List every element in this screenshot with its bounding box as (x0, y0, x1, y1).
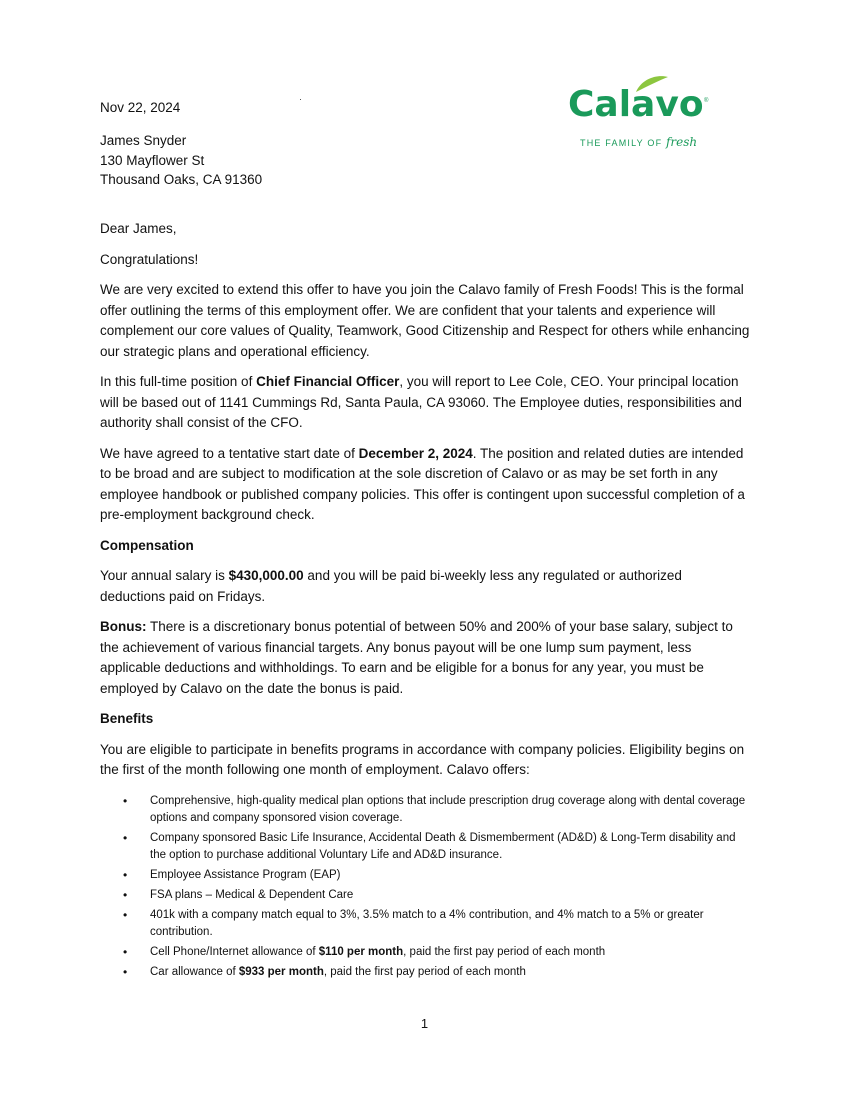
benefits-list (100, 793, 750, 981)
congratulations: Congratulations! (100, 251, 199, 267)
stray-dot (300, 99, 301, 100)
benefit-401k: • 401k with a company match equal to 3%, 3.5% match to a 4% contribution, and 4% match to a 5% or greater contribution. (150, 907, 750, 941)
benefit-medical: • Comprehensive, high-quality medical plan options that include prescription drug coverage along with dental coverage options and company sponsored vision coverage. (150, 793, 750, 827)
page-number: 1 (420, 1016, 429, 1031)
position-paragraph: In this full-time position of Chief Financial Officer, you will report to Lee Cole, CEO. Your principal location will be based out of 1141 Cummings Rd, Santa Paula, CA 93060. The Employee duties, responsibilities and authority shall consist of the CFO. (100, 374, 742, 430)
logo-tagline: THE FAMILY OF fresh (580, 135, 698, 149)
start-date-paragraph: We have agreed to a tentative start date of December 2, 2024. The position and related duties are intended to be broad and are subject to modification at the sole discretion of Calavo or as may be set forth in any employee handbook or published company policies. This offer is contingent upon successful completion of a pre-employment background check. (100, 445, 745, 522)
benefit-phone-allowance: • Cell Phone/Internet allowance of $110 per month, paid the first pay period of each month (150, 944, 750, 961)
logo-registered-mark: ® (704, 98, 709, 104)
benefit-fsa: • FSA plans – Medical & Dependent Care (150, 887, 750, 904)
letter-body (100, 219, 750, 984)
recipient-address (100, 131, 262, 190)
calavo-logo (566, 74, 716, 152)
benefit-life-insurance: • Company sponsored Basic Life Insurance, Accidental Death & Dismemberment (AD&D) & Long-Term disability and the option to purchase additional Voluntary Life and AD&D insurance. (150, 830, 750, 864)
recipient-street: 130 Mayflower St (100, 152, 205, 168)
recipient-name: James Snyder (100, 133, 187, 148)
benefits-intro: You are eligible to participate in benefits programs in accordance with company policies. Eligibility begins on the first of the month following one month of employment. Calavo offers: (100, 741, 745, 777)
compensation-heading: Compensation (100, 537, 194, 553)
salary-paragraph: Your annual salary is $430,000.00 and you will be paid bi-weekly less any regulated or authorized deductions paid on Fridays. (100, 568, 682, 604)
intro-paragraph: We are very excited to extend this offer to have you join the Calavo family of Fresh Foods! This is the formal offer outlining the terms of this employment offer. We are confident that your talents and experience will complement our core values of Quality, Teamwork, Good Citizenship and Respect for others while enhancing our strategic plans and operational efficiency. (100, 282, 750, 359)
benefit-eap: • Employee Assistance Program (EAP) (150, 867, 750, 884)
bonus-paragraph: Bonus: There is a discretionary bonus potential of between 50% and 200% of your base salary, subject to the achievement of various financial targets. Any bonus payout will be one lump sum payment, less applicable deductions and withholdings. To earn and be eligible for a bonus for any year, you must be employed by Calavo on the date the bonus is paid. (100, 619, 733, 696)
recipient-city: Thousand Oaks, CA 91360 (100, 172, 263, 187)
letter-date: Nov 22, 2024 (100, 100, 181, 115)
salutation: Dear James, (100, 221, 177, 236)
benefits-heading: Benefits (100, 711, 154, 726)
logo-wordmark: Calavo (568, 84, 704, 125)
benefit-car-allowance: • Car allowance of $933 per month, paid the first pay period of each month (150, 964, 750, 981)
